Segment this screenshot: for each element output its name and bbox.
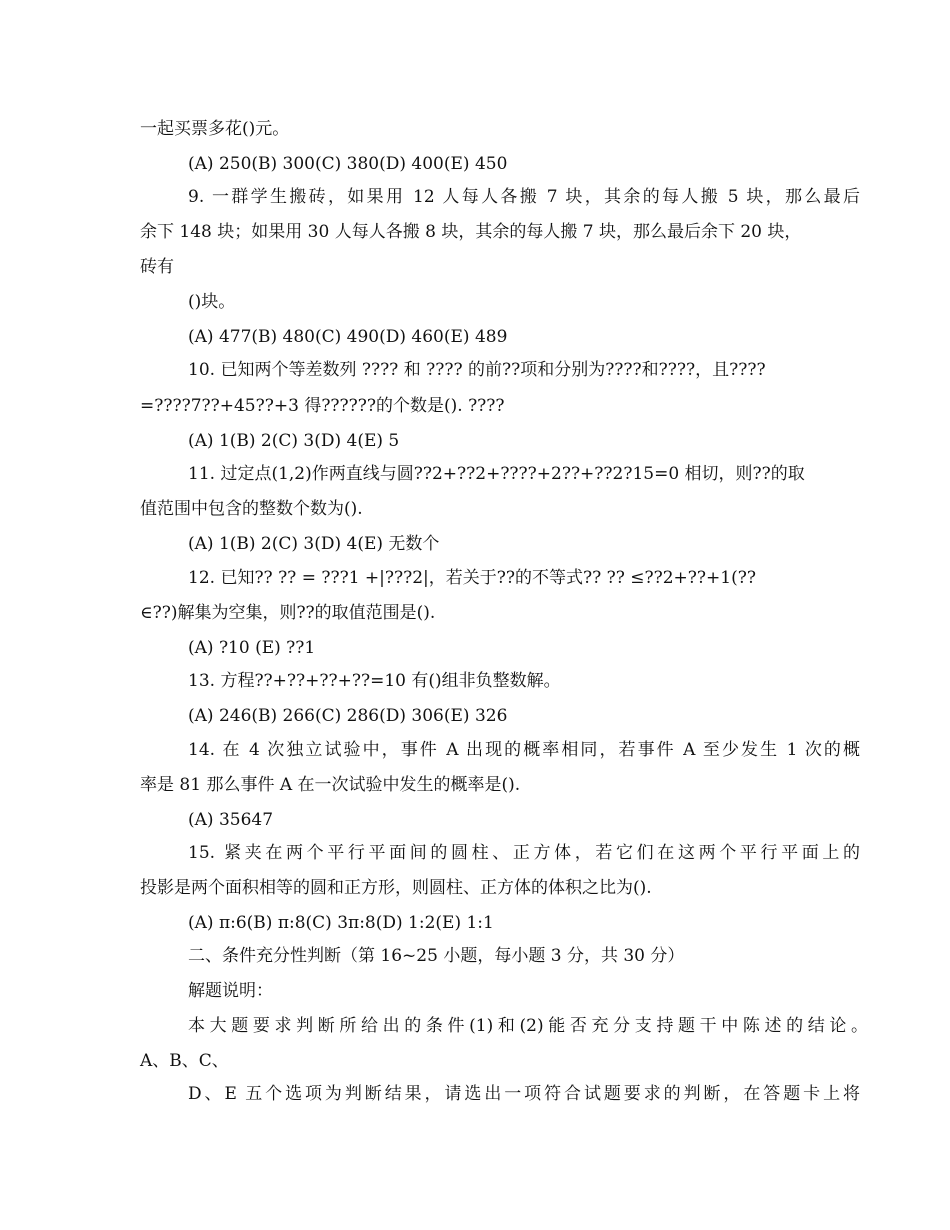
text-line: 投影是两个面积相等的圆和正方形，则圆柱、正方体的体积之比为(). (140, 878, 652, 898)
answer-options: (A) 246(B) 266(C) 286(D) 306(E) 326 (188, 706, 508, 726)
text-line: ∈??)解集为空集，则??的取值范围是(). (140, 603, 436, 623)
text-line: 率是 81 那么事件 A 在一次试验中发生的概率是(). (140, 775, 521, 795)
answer-options: (A) 250(B) 300(C) 380(D) 400(E) 450 (188, 154, 508, 174)
section-heading: 二、条件充分性判断（第 16~25 小题，每小题 3 分，共 30 分） (188, 946, 685, 966)
text-line: 一起买票多花()元。 (140, 119, 290, 139)
text-line: A、B、C、 (140, 1051, 229, 1071)
answer-options: (A) 1(B) 2(C) 3(D) 4(E) 5 (188, 431, 400, 451)
text-line: ()块。 (188, 292, 236, 312)
question-12: 12. 已知?? ?? = ???1 +|???2|，若关于??的不等式?? ?? ≤??2+??+1(?? (188, 568, 756, 588)
instructions-text: 本大题要求判断所给出的条件(1)和(2)能否充分支持题干中陈述的结论。 (188, 1016, 868, 1036)
instructions-label: 解题说明： (188, 981, 273, 1001)
text-line: 砖有 (140, 257, 174, 277)
question-15: 15. 紧夹在两个平行平面间的圆柱、正方体，若它们在这两个平行平面上的 (188, 843, 860, 863)
question-9: 9. 一群学生搬砖，如果用 12 人每人各搬 7 块，其余的每人搬 5 块，那么最后 (188, 187, 860, 207)
question-10: 10. 已知两个等差数列 ???? 和 ???? 的前??项和分别为????和????，且???? (188, 360, 766, 380)
answer-options: (A) π:6(B) π:8(C) 3π:8(D) 1:2(E) 1:1 (188, 913, 494, 933)
answer-options: (A) ?10 (E) ??1 (188, 638, 316, 658)
question-14: 14. 在 4 次独立试验中，事件 A 出现的概率相同，若事件 A 至少发生 1 次的概 (188, 740, 860, 760)
question-11: 11. 过定点(1,2)作两直线与圆??2+??2+????+2??+??2?15=0 相切，则??的取 (188, 464, 805, 484)
text-line: 值范围中包含的整数个数为(). (140, 499, 363, 519)
text-line: D、E 五个选项为判断结果，请选出一项符合试题要求的判断，在答题卡上将 (188, 1084, 860, 1104)
text-line: 余下 148 块；如果用 30 人每人各搬 8 块，其余的每人搬 7 块，那么最后余下 20 块， (140, 222, 802, 242)
answer-options: (A) 1(B) 2(C) 3(D) 4(E) 无数个 (188, 534, 440, 554)
text-line: =????7??+45??+3 得??????的个数是(). ???? (140, 396, 505, 416)
question-13: 13. 方程??+??+??+??=10 有()组非负整数解。 (188, 671, 561, 691)
answer-options: (A) 35647 (188, 810, 274, 830)
answer-options: (A) 477(B) 480(C) 490(D) 460(E) 489 (188, 327, 508, 347)
